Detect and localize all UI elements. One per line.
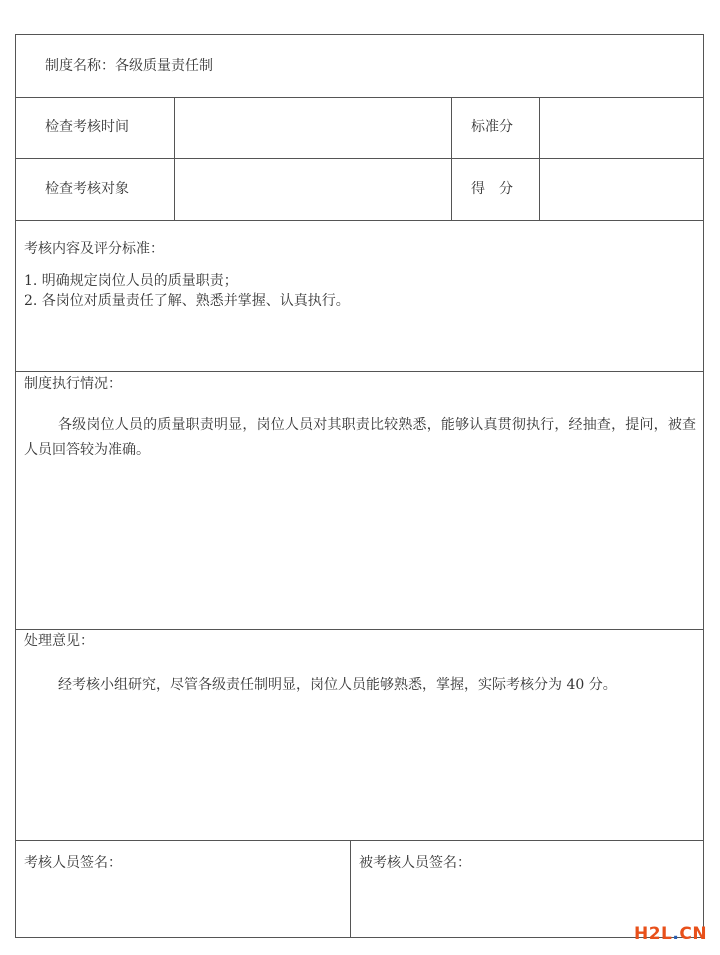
site-watermark <box>634 926 707 943</box>
handling-text: 经考核小组研究，尽管各级责任制明显，岗位人员能够熟悉，掌握，实际考核分为 40 分。 <box>58 677 617 693</box>
column-divider <box>451 97 452 221</box>
examinee-signature-field <box>351 841 703 937</box>
check-object-value <box>175 159 451 220</box>
system-name-label: 制度名称：各级质量责任制 <box>45 58 213 74</box>
row-divider <box>15 220 704 221</box>
watermark-part1: H2L <box>634 924 673 944</box>
execution-text: 各级岗位人员的质量职责明显，岗位人员对其职责比较熟悉，能够认真贯彻执行，经抽查，提问，被查人员回答较为准确。 <box>24 417 696 458</box>
watermark-dot: . <box>672 924 680 944</box>
criteria-item: 1. 明确规定岗位人员的质量职责； <box>24 273 238 289</box>
handling-heading: 处理意见： <box>24 633 94 649</box>
criteria-item: 2. 各岗位对质量责任了解、熟悉并掌握、认真执行。 <box>24 293 350 309</box>
check-object-label: 检查考核对象 <box>45 181 129 197</box>
watermark-part2: CN <box>679 924 708 944</box>
examiner-signature-label: 考核人员签名： <box>24 855 122 871</box>
standard-score-value <box>540 98 703 158</box>
row-divider <box>15 371 704 372</box>
check-time-value <box>175 98 451 158</box>
check-time-label: 检查考核时间 <box>45 119 129 135</box>
examiner-signature-field <box>16 841 350 937</box>
criteria-heading: 考核内容及评分标准： <box>24 241 164 257</box>
score-value <box>540 159 703 220</box>
standard-score-label: 标准分 <box>471 119 513 135</box>
row-divider <box>15 629 704 630</box>
execution-heading: 制度执行情况： <box>24 376 122 392</box>
score-label: 得 分 <box>471 181 513 197</box>
examinee-signature-label: 被考核人员签名： <box>359 855 471 871</box>
